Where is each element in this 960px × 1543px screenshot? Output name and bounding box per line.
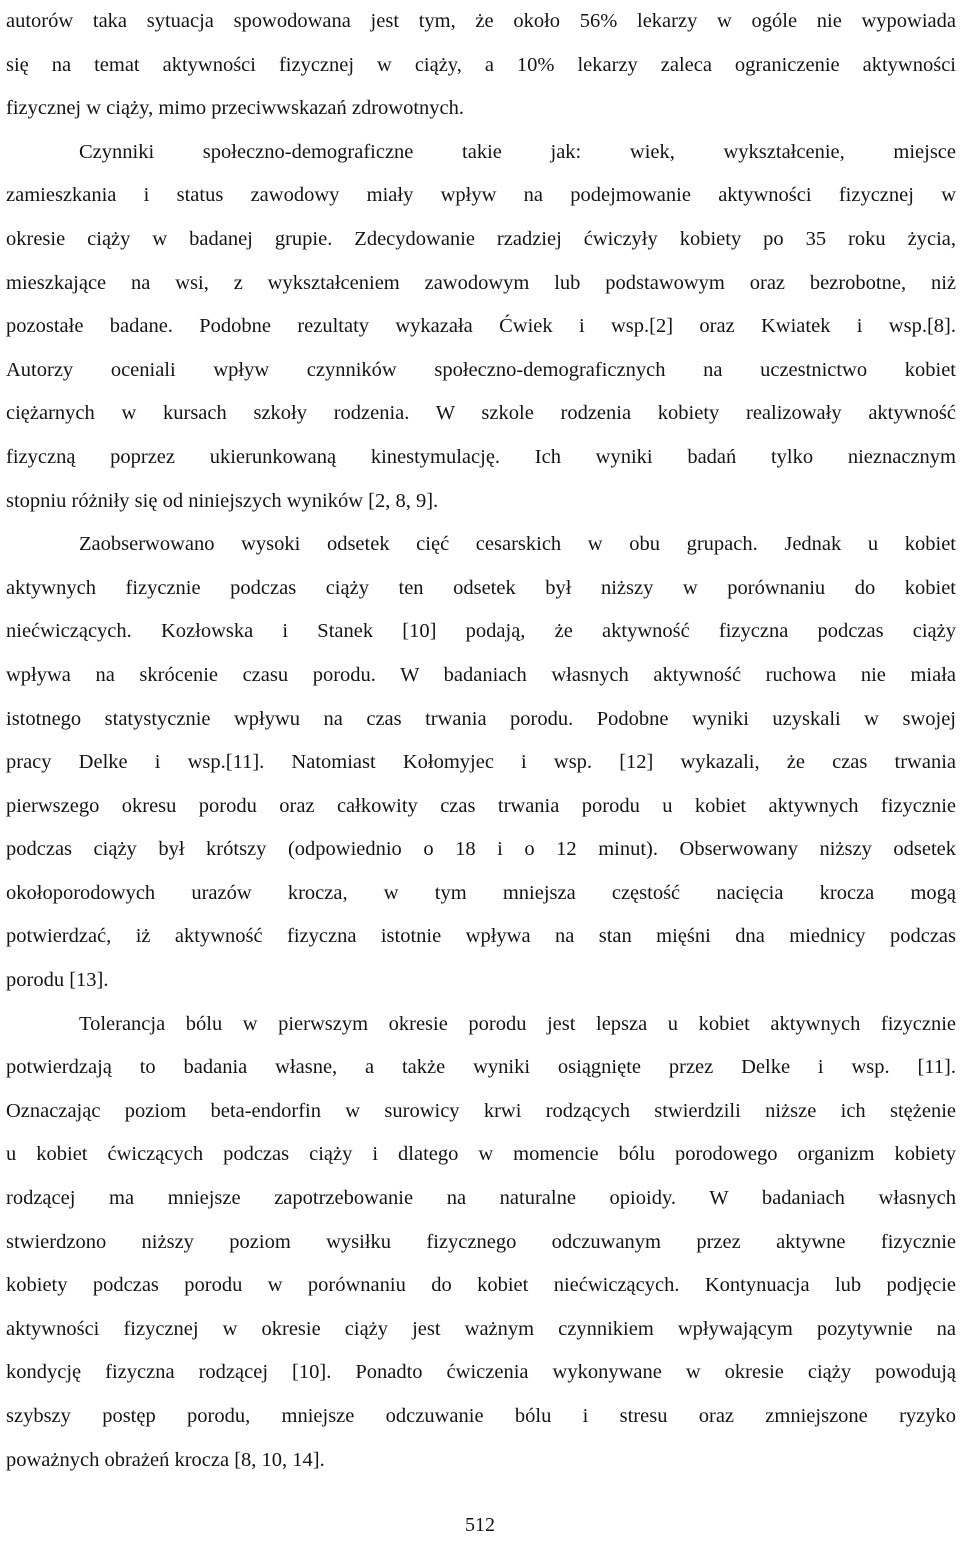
text-line: aktywności fizycznej w okresie ciąży jest ważnym czynnikiem wpływającym pozytywnie na	[6, 1317, 956, 1340]
text-line: Zaobserwowano wysoki odsetek cięć cesarskich w obu grupach. Jednak u kobiet	[79, 533, 956, 556]
text-line: istotnego statystycznie wpływu na czas trwania porodu. Podobne wyniki uzyskali w swojej	[6, 707, 956, 730]
text-line: fizycznej w ciąży, mimo przeciwwskazań zdrowotnych.	[6, 97, 465, 120]
text-line: porodu [13].	[6, 969, 109, 992]
text-line: poważnych obrażeń krocza [8, 10, 14].	[6, 1448, 325, 1471]
text-line: niećwiczących. Kozłowska i Stanek [10] podają, że aktywność fizyczna podczas ciąży	[6, 620, 956, 643]
text-line: podczas ciąży był krótszy (odpowiednio o 18 i o 12 minut). Obserwowany niższy odsetek	[6, 838, 956, 861]
text-line: kondycję fizyczna rodzącej [10]. Ponadto ćwiczenia wykonywane w okresie ciąży powodują	[6, 1361, 956, 1384]
text-line: stopniu różniły się od niniejszych wyników [2, 8, 9].	[6, 489, 439, 512]
text-line: pierwszego okresu porodu oraz całkowity czas trwania porodu u kobiet aktywnych fizycznie	[6, 794, 956, 817]
text-line: pracy Delke i wsp.[11]. Natomiast Kołomyjec i wsp. [12] wykazali, że czas trwania	[6, 751, 956, 774]
text-line: okresie ciąży w badanej grupie. Zdecydowanie rzadziej ćwiczyły kobiety po 35 roku życia,	[6, 227, 956, 250]
text-line: pozostałe badane. Podobne rezultaty wykazała Ćwiek i wsp.[2] oraz Kwiatek i wsp.[8].	[6, 315, 956, 338]
text-line: aktywnych fizycznie podczas ciąży ten odsetek był niższy w porównaniu do kobiet	[6, 576, 956, 599]
text-line: szybszy postęp porodu, mniejsze odczuwanie bólu i stresu oraz zmniejszone ryzyko	[6, 1405, 956, 1427]
text-line: Tolerancja bólu w pierwszym okresie porodu jest lepsza u kobiet aktywnych fizycznie	[79, 1012, 956, 1035]
paragraph-pain-tolerance	[6, 1003, 956, 1483]
paragraph-cesarean	[6, 523, 956, 1003]
page-number: 512	[465, 1514, 495, 1536]
text-line: rodzącej ma mniejsze zapotrzebowanie na naturalne opioidy. W badaniach własnych	[6, 1187, 956, 1210]
text-line: stwierdzono niższy poziom wysiłku fizycznego odczuwanym przez aktywne fizycznie	[6, 1230, 956, 1253]
text-line: Oznaczając poziom beta-endorfin w surowicy krwi rodzących stwierdzili niższe ich stężenie	[6, 1099, 956, 1122]
document-page	[6, 0, 956, 1482]
text-line: Autorzy oceniali wpływ czynników społeczno-demograficznych na uczestnictwo kobiet	[6, 358, 956, 381]
text-line: kobiety podczas porodu w porównaniu do kobiet niećwiczących. Kontynuacja lub podjęcie	[6, 1274, 956, 1297]
text-line: mieszkające na wsi, z wykształceniem zawodowym lub podstawowym oraz bezrobotne, niż	[6, 271, 956, 294]
text-line: ciężarnych w kursach szkoły rodzenia. W szkole rodzenia kobiety realizowały aktywność	[6, 402, 956, 425]
text-line: zamieszkania i status zawodowy miały wpływ na podejmowanie aktywności fizycznej w	[6, 184, 956, 207]
text-line: Czynniki społeczno-demograficzne takie jak: wiek, wykształcenie, miejsce	[79, 140, 956, 163]
text-line: potwierdzać, iż aktywność fizyczna istotnie wpływa na stan mięśni dna miednicy podczas	[6, 925, 956, 948]
text-line: u kobiet ćwiczących podczas ciąży i dlatego w momencie bólu porodowego organizm kobiety	[6, 1143, 956, 1166]
text-line: się na temat aktywności fizycznej w ciąży, a 10% lekarzy zaleca ograniczenie aktywności	[6, 53, 956, 76]
paragraph-continuation	[6, 0, 956, 131]
text-line: fizyczną poprzez ukierunkowaną kinestymulację. Ich wyniki badań tylko nieznacznym	[6, 445, 956, 468]
text-line: okołoporodowych urazów krocza, w tym mniejsza częstość nacięcia krocza mogą	[6, 881, 956, 904]
text-line: autorów taka sytuacja spowodowana jest tym, że około 56% lekarzy w ogóle nie wypowiada	[6, 10, 956, 32]
paragraph-sociodemographic	[6, 131, 956, 523]
text-line: wpływa na skrócenie czasu porodu. W badaniach własnych aktywność ruchowa nie miała	[6, 663, 956, 686]
text-line: potwierdzają to badania własne, a także wyniki osiągnięte przez Delke i wsp. [11].	[6, 1056, 956, 1079]
